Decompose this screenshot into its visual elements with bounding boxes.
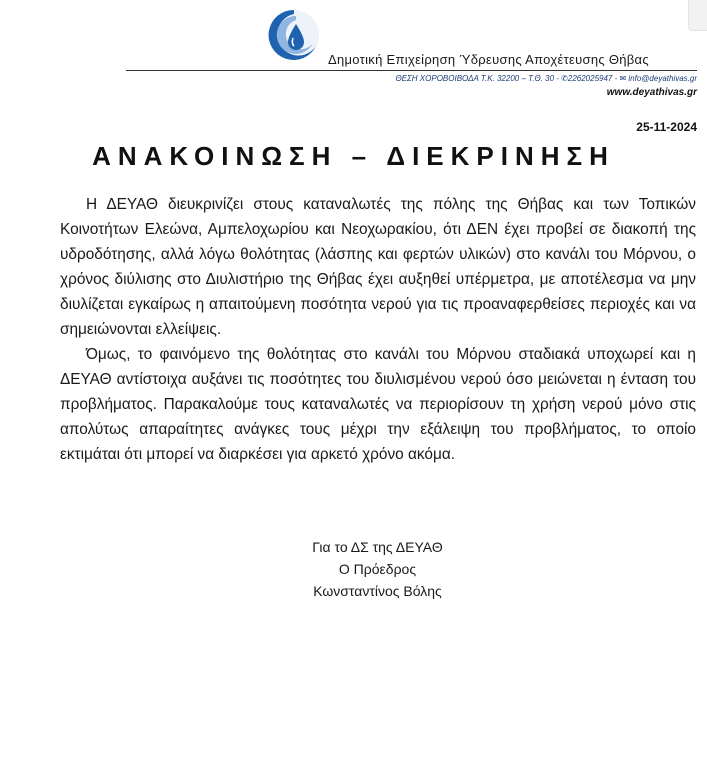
website-link[interactable]: www.deyathivas.gr: [606, 87, 697, 98]
water-drop-logo-icon: [266, 6, 322, 64]
header-divider: [126, 70, 697, 71]
announcement-title: ΑΝΑΚΟΙΝΩΣΗ – ΔΙΕΚΡΙΝΗΣΗ: [92, 141, 615, 171]
paragraph-1: Η ΔΕΥΑΘ διευκρινίζει στους καταναλωτές της πόλης της Θήβας και των Τοπικών Κοινοτήτων Ελεώνα, Αμπελοχωρίου και Νεοχωρακίου, ότι ΔΕΝ έχει προβεί σε διακοπή της υδροδότησης, αλλά λόγω θολότητας (λάσπης και φερτών υλικών) στο κανάλι του Μόρνου, ο χρόνος διύλισης στο Διυλιστήριο της Θήβας έχει αυξηθεί υπέρμετρα, με αποτέλεσμα να μην διυλίζεται εγκαίρως η απαιτούμενη ποσότητα νερού για τις προαναφερθείσες περιοχές και να σημειώνονται ελλείψεις.: [60, 196, 696, 338]
signature-on-behalf: Για το ΔΣ της ΔΕΥΑΘ: [312, 539, 443, 555]
announcement-date: 25-11-2024: [636, 120, 697, 134]
signature-role: Ο Πρόεδρος: [338, 561, 417, 577]
organization-name: Δημοτική Επιχείρηση Ύδρευσης Αποχέτευσης Θήβας: [328, 52, 649, 67]
paragraph-2: Όμως, το φαινόμενο της θολότητας στο κανάλι του Μόρνου σταδιακά υποχωρεί και η ΔΕΥΑΘ αντίστοιχα αυξάνει τις ποσότητες του διυλισμένου νερού όσο μειώνεται η ένταση του προβλήματος. Παρακαλούμε τους καταναλωτές να περιορίσουν τη χρήση νερού μόνο στις απολύτως απαραίτητες ανάγκες τους μέχρι την εξάλειψη του προβλήματος, το οποίο εκτιμάται ότι μπορεί να διαρκέσει για αρκετό χρόνο ακόμα.: [60, 346, 696, 463]
corner-tab: [688, 0, 707, 31]
announcement-body: [60, 192, 696, 467]
signature-block: [260, 536, 495, 602]
contact-info: ΘΕΣΗ ΧΟΡΟΒΟΙΒΟΔΑ Τ.Κ. 32200 – Τ.Θ. 30 - ✆2262025947 - ✉ info@deyathivas.gr: [395, 74, 697, 83]
signature-name: Κωνσταντίνος Βόλης: [313, 583, 442, 599]
